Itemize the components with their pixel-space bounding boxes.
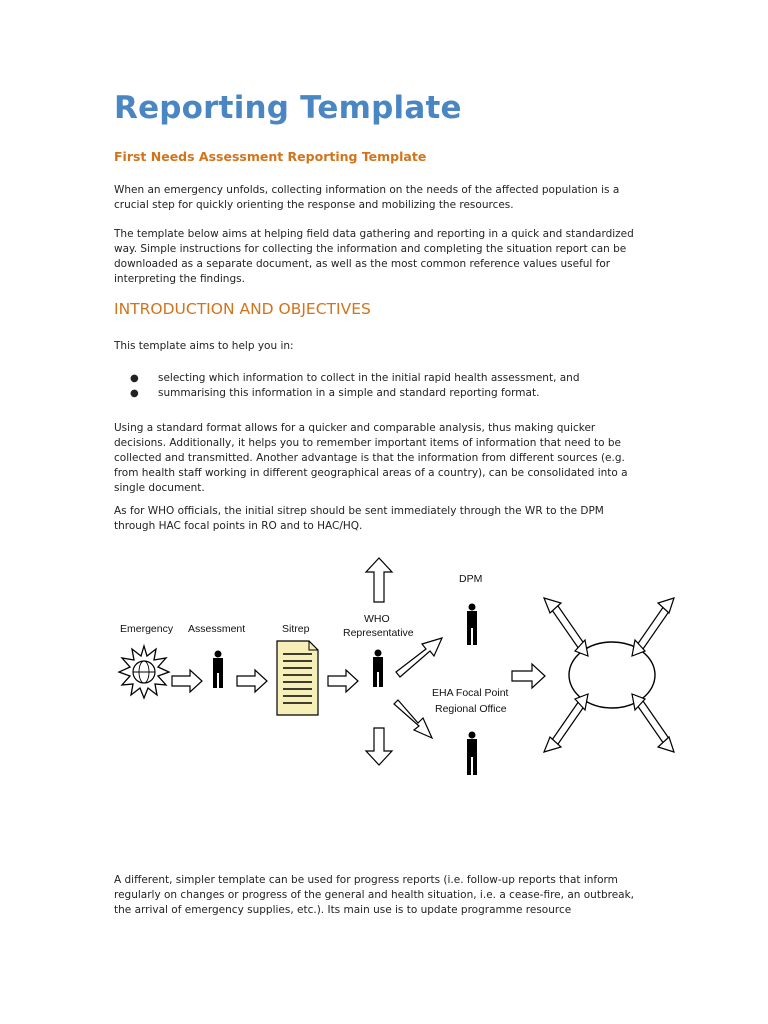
standard-format-paragraph: Using a standard format allows for a quicker and comparable analysis, thus making quicker decisions. Additionally, it helps you to remember important items of information that need to be collected and transmitted. Another advantage is that the information from different sources (e.g. from health staff working in different geographical areas of a country), can be consolidated into a single document.	[114, 422, 628, 494]
who-label-line2: Representative	[343, 627, 414, 639]
section-heading: INTRODUCTION AND OBJECTIVES	[114, 300, 371, 318]
list-item	[130, 386, 650, 401]
who-label-line1: WHO	[364, 613, 390, 625]
aims-list	[130, 371, 650, 401]
intro-paragraph-2: The template below aims at helping field data gathering and reporting in a quick and standardized way. Simple instructions for collecting the information and completing the situation report can be downloaded as a separate document, as well as the most common reference values useful for interpreting the findings.	[114, 228, 634, 285]
assessment-label: Assessment	[188, 623, 246, 635]
list-item-text: summarising this information in a simple and standard reporting format.	[158, 387, 540, 399]
aims-intro: This template aims to help you in:	[114, 340, 294, 352]
reporting-flow-diagram	[112, 550, 684, 856]
closing-paragraph: A different, simpler template can be used for progress reports (i.e. follow-up reports that inform regularly on changes or progress of the general and health situation, i.e. a cease-fire, an outbreak, the arrival of emergency supplies, etc.). Its main use is to update programme resource	[114, 874, 635, 916]
page-subtitle: First Needs Assessment Reporting Template	[114, 149, 427, 164]
list-item-text: selecting which information to collect in the initial rapid health assessment, and	[158, 372, 580, 384]
dpm-label: DPM	[459, 573, 483, 585]
eha-label-line2: Regional Office	[435, 703, 507, 715]
bullet-icon: ●	[130, 388, 139, 399]
list-item	[130, 371, 650, 386]
sitrep-label: Sitrep	[282, 623, 310, 635]
intro-paragraph-1: When an emergency unfolds, collecting information on the needs of the affected population is a crucial step for quickly orienting the response and mobilizing the resources.	[114, 184, 620, 211]
page-title: Reporting Template	[114, 90, 462, 126]
document-icon	[277, 641, 318, 715]
who-paragraph: As for WHO officials, the initial sitrep should be sent immediately through the WR to the DPM through HAC focal points in RO and to HAC/HQ.	[114, 505, 604, 532]
eha-label-line1: EHA Focal Point	[432, 687, 509, 699]
bullet-icon: ●	[130, 373, 139, 384]
emergency-label: Emergency	[120, 623, 174, 635]
